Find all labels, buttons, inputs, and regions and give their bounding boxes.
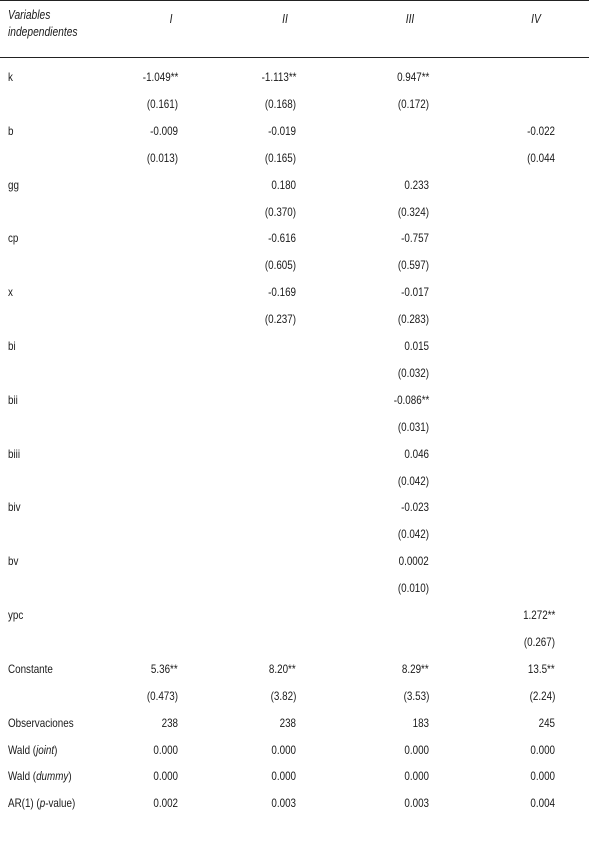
coef-cell: -0.023: [401, 500, 429, 515]
header-col-4: IV: [531, 12, 541, 26]
stat-label-italic: dummy: [36, 769, 69, 784]
se-cell: (0.237): [264, 312, 296, 327]
header-col-1: I: [169, 12, 173, 26]
se-cell: (0.597): [397, 258, 429, 273]
coef-cell: 8.29**: [402, 661, 429, 676]
se-cell: (0.605): [264, 258, 296, 273]
se-cell: (0.473): [146, 688, 178, 703]
se-cell: (3.82): [270, 688, 296, 703]
stat-value: 238: [161, 715, 178, 730]
row-label: ypc: [8, 608, 24, 622]
row-label: biv: [8, 500, 21, 515]
coef-cell: -1.049**: [142, 70, 178, 84]
stat-label-suffix: -value): [45, 796, 76, 811]
stat-value: 0.000: [530, 769, 555, 784]
stat-value: 0.003: [271, 796, 296, 811]
coef-cell: 1.272**: [522, 608, 555, 622]
coef-cell: -0.757: [401, 231, 429, 246]
stat-label: [8, 743, 57, 757]
se-cell: (0.283): [397, 312, 429, 327]
header-col-3: III: [405, 12, 415, 26]
stat-label-italic: joint: [36, 742, 55, 757]
stat-label-prefix: Wald (: [8, 742, 37, 757]
row-label: bi: [8, 339, 16, 353]
stat-value: 0.000: [404, 769, 429, 784]
row-label: biii: [8, 446, 21, 461]
coef-cell: 8.20**: [269, 661, 296, 676]
se-cell: (0.010): [397, 581, 429, 596]
coef-cell: 0.233: [404, 177, 429, 192]
header-variables-line1: Variables: [8, 8, 51, 22]
coef-cell: -1.113**: [261, 70, 296, 84]
row-label: bv: [8, 554, 19, 569]
coef-cell: -0.169: [268, 285, 296, 300]
header-col-2: II: [282, 12, 288, 26]
coef-cell: 0.0002: [398, 554, 429, 569]
stat-value: 0.000: [404, 742, 429, 757]
row-label: k: [8, 70, 13, 84]
se-cell: (0.031): [397, 419, 429, 434]
stat-value: 245: [538, 715, 555, 730]
se-cell: (0.165): [264, 150, 296, 165]
row-label: cp: [8, 231, 19, 246]
stat-value: 0.002: [153, 796, 178, 811]
stat-label-suffix: ): [54, 742, 58, 757]
coef-cell: -0.009: [150, 123, 178, 138]
stat-label: Observaciones: [8, 715, 74, 730]
coef-cell: 13.5**: [528, 661, 555, 676]
se-cell: (0.172): [397, 96, 429, 111]
stat-label-prefix: AR(1) (: [8, 796, 40, 811]
se-cell: (2.24): [529, 688, 555, 703]
coef-cell: -0.022: [527, 123, 555, 138]
stat-value: 0.004: [530, 796, 555, 811]
se-cell: (3.53): [403, 688, 429, 703]
coef-cell: -0.019: [268, 123, 296, 138]
se-cell: (0.324): [397, 204, 429, 219]
coef-cell: -0.616: [268, 231, 296, 246]
se-cell: (0.168): [264, 96, 296, 111]
stat-value: 183: [412, 715, 429, 730]
coef-cell: 0.947**: [396, 70, 429, 84]
se-cell: (0.161): [146, 96, 178, 111]
coef-cell: 5.36**: [151, 661, 178, 676]
row-label: b: [8, 123, 14, 138]
se-cell: (0.042): [397, 527, 429, 542]
stat-value: 0.000: [271, 769, 296, 784]
stat-label: [8, 796, 75, 810]
coef-cell: -0.086**: [393, 392, 429, 407]
stat-value: 0.000: [153, 742, 178, 757]
stat-label-prefix: Wald (: [8, 769, 37, 784]
coef-cell: 0.046: [404, 446, 429, 461]
stat-label-italic: p: [39, 796, 46, 811]
stat-value: 238: [279, 715, 296, 730]
row-label: bii: [8, 392, 18, 407]
top-rule: [0, 0, 589, 1]
row-label: gg: [8, 177, 19, 192]
stat-value: 0.000: [530, 742, 555, 757]
row-label: x: [8, 285, 13, 300]
se-cell: (0.042): [397, 473, 429, 488]
stat-value: 0.000: [153, 769, 178, 784]
se-cell: (0.044: [527, 150, 555, 165]
se-cell: (0.032): [397, 365, 429, 380]
se-cell: (0.370): [264, 204, 296, 219]
coef-cell: 0.015: [404, 339, 429, 353]
stat-label: [8, 769, 72, 783]
header-rule: [0, 57, 589, 58]
se-cell: (0.013): [146, 150, 178, 165]
header-variables-line2: independientes: [8, 25, 78, 39]
coef-cell: -0.017: [401, 285, 429, 300]
stat-value: 0.000: [271, 742, 296, 757]
row-label: Constante: [8, 661, 53, 676]
stat-label-suffix: ): [68, 769, 72, 784]
stat-value: 0.003: [404, 796, 429, 811]
se-cell: (0.267): [523, 634, 555, 649]
coef-cell: 0.180: [271, 177, 296, 192]
